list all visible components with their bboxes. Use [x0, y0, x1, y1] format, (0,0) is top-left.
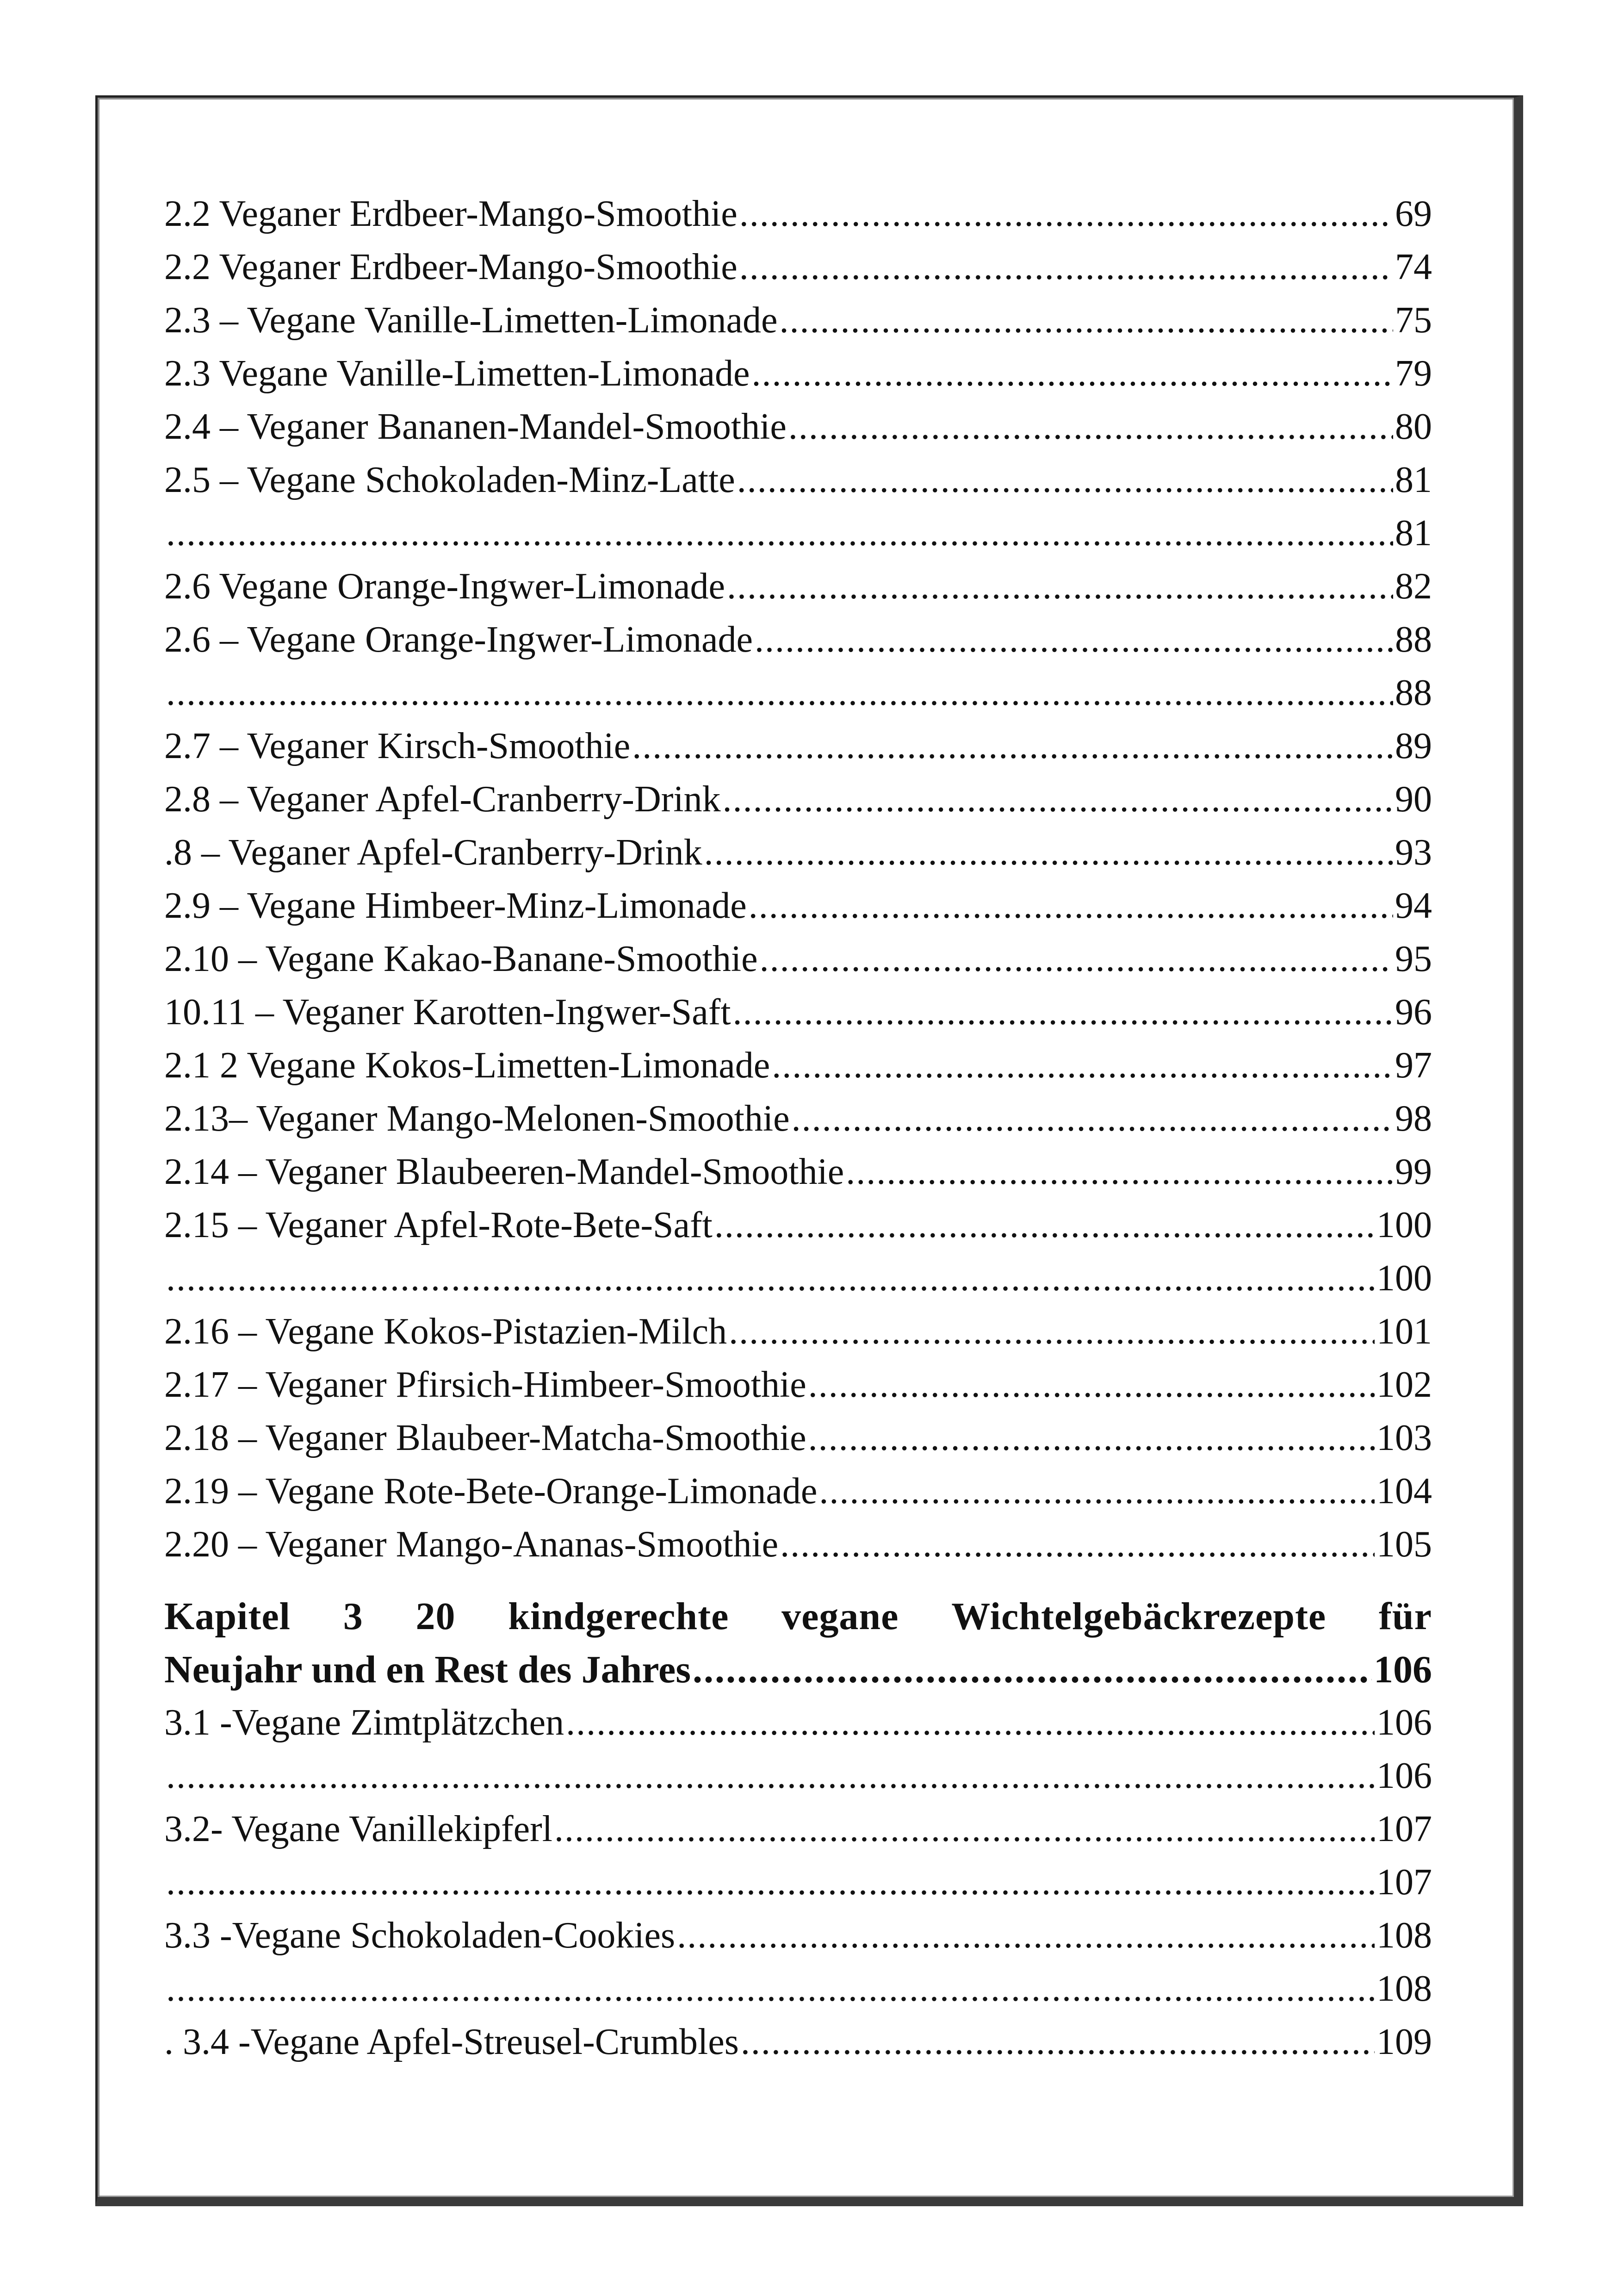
toc-entry[interactable] — [164, 294, 1432, 347]
toc-entry[interactable] — [164, 1465, 1432, 1518]
toc-entry-page: 97 — [1395, 1045, 1432, 1086]
toc-entry-page: 101 — [1376, 1311, 1432, 1352]
toc-entry-title: 2.2 Veganer Erdbeer-Mango-Smoothie — [164, 247, 738, 287]
toc-entry-title: 2.3 Vegane Vanille-Limetten-Limonade — [164, 353, 750, 394]
toc-entry-title: 2.3 – Vegane Vanille-Limetten-Limonade — [164, 300, 778, 341]
dot-leader — [714, 1199, 1375, 1252]
toc-entry-title: 3.2- Vegane Vanillekipferl — [164, 1809, 553, 1849]
dot-leader — [739, 187, 1393, 241]
toc-entry-title: 2.5 – Vegane Schokoladen-Minz-Latte — [164, 460, 735, 500]
toc-entry-page: 79 — [1395, 353, 1432, 394]
toc-entry-title: 2.16 – Vegane Kokos-Pistazien-Milch — [164, 1311, 727, 1352]
toc-entry-title: 3.1 -Vegane Zimtplätzchen — [164, 1702, 564, 1743]
chapter-heading-word: 3 — [343, 1595, 363, 1638]
dot-leader — [166, 507, 1393, 560]
toc-entry-title: 2.8 – Veganer Apfel-Cranberry-Drink — [164, 779, 721, 820]
toc-entry-page: 98 — [1395, 1098, 1432, 1139]
toc-entry[interactable] — [164, 1962, 1432, 2016]
toc-entry[interactable] — [164, 1749, 1432, 1803]
toc-section-chapter-3 — [164, 1696, 1432, 2069]
dot-leader — [632, 720, 1393, 773]
toc-entry-title: .8 – Veganer Apfel-Cranberry-Drink — [164, 832, 702, 873]
toc-entry[interactable] — [164, 1145, 1432, 1199]
toc-entry[interactable] — [164, 773, 1432, 826]
toc-entry-page: 80 — [1395, 406, 1432, 447]
toc-entry[interactable] — [164, 933, 1432, 986]
chapter-heading-line-1 — [164, 1590, 1432, 1643]
toc-entry[interactable] — [164, 560, 1432, 613]
toc-entry-title: 2.18 – Veganer Blaubeer-Matcha-Smoothie — [164, 1418, 806, 1458]
toc-entry-page: 69 — [1395, 193, 1432, 234]
dot-leader — [846, 1145, 1393, 1199]
toc-entry-title: 2.10 – Vegane Kakao-Banane-Smoothie — [164, 939, 758, 979]
toc-entry[interactable] — [164, 1358, 1432, 1412]
chapter-heading-page: 106 — [1374, 1648, 1432, 1691]
dot-leader — [733, 986, 1393, 1039]
dot-leader — [739, 241, 1393, 294]
toc-entry[interactable] — [164, 507, 1432, 560]
toc-entry-page: 94 — [1395, 885, 1432, 926]
chapter-heading-line-2 — [164, 1643, 1432, 1696]
toc-entry-page: 96 — [1395, 992, 1432, 1033]
dot-leader — [677, 1909, 1375, 1962]
toc-entry[interactable] — [164, 1252, 1432, 1305]
toc-entry-title: 2.1 2 Vegane Kokos-Limetten-Limonade — [164, 1045, 770, 1086]
dot-leader — [749, 879, 1393, 933]
dot-leader — [693, 1643, 1372, 1696]
toc-entry[interactable] — [164, 986, 1432, 1039]
dot-leader — [566, 1696, 1375, 1749]
toc-entry[interactable] — [164, 720, 1432, 773]
dot-leader — [792, 1092, 1393, 1145]
dot-leader — [780, 1518, 1375, 1571]
dot-leader — [166, 1962, 1375, 2016]
toc-entry-title: 2.14 – Veganer Blaubeeren-Mandel-Smoothie — [164, 1151, 844, 1192]
toc-entry-page: 88 — [1395, 672, 1432, 713]
dot-leader — [554, 1803, 1375, 1856]
chapter-heading-word: vegane — [781, 1595, 899, 1638]
toc-entry-page: 100 — [1376, 1205, 1432, 1245]
dot-leader — [166, 1856, 1375, 1909]
toc-entry-page: 82 — [1395, 566, 1432, 607]
toc-entry[interactable] — [164, 613, 1432, 666]
dot-leader — [755, 613, 1393, 666]
toc-entry[interactable] — [164, 454, 1432, 507]
toc-entry-page: 106 — [1376, 1755, 1432, 1796]
chapter-heading-word: 20 — [415, 1595, 456, 1638]
toc-entry-page: 109 — [1376, 2022, 1432, 2062]
toc-entry-title: 10.11 – Veganer Karotten-Ingwer-Saft — [164, 992, 731, 1033]
toc-entry-page: 103 — [1376, 1418, 1432, 1458]
dot-leader — [166, 1749, 1375, 1803]
toc-entry-page: 89 — [1395, 726, 1432, 766]
dot-leader — [780, 294, 1393, 347]
toc-entry[interactable] — [164, 241, 1432, 294]
dot-leader — [166, 1252, 1375, 1305]
dot-leader — [760, 933, 1393, 986]
toc-entry[interactable] — [164, 1696, 1432, 1749]
toc-entry[interactable] — [164, 1518, 1432, 1571]
dot-leader — [808, 1412, 1375, 1465]
toc-entry-page: 93 — [1395, 832, 1432, 873]
toc-entry-title: . 3.4 -Vegane Apfel-Streusel-Crumbles — [164, 2022, 739, 2062]
dot-leader — [737, 454, 1393, 507]
chapter-heading-word: Wichtelgebäckrezepte — [951, 1595, 1327, 1638]
dot-leader — [752, 347, 1393, 400]
toc-entry-page: 81 — [1395, 460, 1432, 500]
toc-entry[interactable] — [164, 1856, 1432, 1909]
toc-entry-page: 81 — [1395, 513, 1432, 554]
toc-entry[interactable] — [164, 1909, 1432, 1962]
toc-entry-page: 74 — [1395, 247, 1432, 287]
toc-entry-page: 104 — [1376, 1471, 1432, 1512]
dot-leader — [788, 400, 1393, 454]
dot-leader — [808, 1358, 1375, 1412]
toc-entry-title: 2.19 – Vegane Rote-Bete-Orange-Limonade — [164, 1471, 818, 1512]
dot-leader — [166, 666, 1393, 720]
dot-leader — [723, 773, 1393, 826]
toc-entry[interactable] — [164, 1412, 1432, 1465]
toc-entry[interactable] — [164, 1039, 1432, 1092]
dot-leader — [741, 2016, 1375, 2069]
toc-entry[interactable] — [164, 347, 1432, 400]
chapter-heading-title: Neujahr und en Rest des Jahres — [164, 1648, 691, 1691]
toc-entry-title: 3.3 -Vegane Schokoladen-Cookies — [164, 1915, 676, 1956]
toc-entry-title: 2.13– Veganer Mango-Melonen-Smoothie — [164, 1098, 790, 1139]
chapter-heading-word: für — [1378, 1595, 1432, 1638]
toc-entry[interactable] — [164, 1305, 1432, 1358]
toc-entry-title: 2.15 – Veganer Apfel-Rote-Bete-Saft — [164, 1205, 713, 1245]
dot-leader — [729, 1305, 1375, 1358]
toc-entry[interactable] — [164, 1199, 1432, 1252]
dot-leader — [772, 1039, 1393, 1092]
toc-entry[interactable] — [164, 1803, 1432, 1856]
toc-entry[interactable] — [164, 2016, 1432, 2069]
toc-entry[interactable] — [164, 1092, 1432, 1145]
toc-section-chapter-2 — [164, 187, 1432, 1571]
toc-entry-page: 88 — [1395, 619, 1432, 660]
table-of-contents — [164, 187, 1432, 2069]
toc-entry[interactable] — [164, 666, 1432, 720]
toc-entry-title: 2.6 – Vegane Orange-Ingwer-Limonade — [164, 619, 753, 660]
dot-leader — [704, 826, 1393, 879]
chapter-heading-word: Kapitel — [164, 1595, 291, 1638]
toc-entry-page: 108 — [1376, 1915, 1432, 1956]
toc-entry-title: 2.4 – Veganer Bananen-Mandel-Smoothie — [164, 406, 787, 447]
dot-leader — [727, 560, 1393, 613]
toc-entry-title: 2.17 – Veganer Pfirsich-Himbeer-Smoothie — [164, 1364, 806, 1405]
toc-entry-title: 2.9 – Vegane Himbeer-Minz-Limonade — [164, 885, 747, 926]
toc-entry-title: 2.2 Veganer Erdbeer-Mango-Smoothie — [164, 193, 738, 234]
toc-entry-page: 102 — [1376, 1364, 1432, 1405]
chapter-heading[interactable] — [164, 1590, 1432, 1696]
toc-entry[interactable] — [164, 187, 1432, 241]
chapter-heading-word: kindgerechte — [508, 1595, 729, 1638]
toc-entry-page: 100 — [1376, 1258, 1432, 1299]
toc-entry-page: 107 — [1376, 1809, 1432, 1849]
toc-entry-page: 99 — [1395, 1151, 1432, 1192]
toc-entry-page: 105 — [1376, 1524, 1432, 1565]
dot-leader — [819, 1465, 1375, 1518]
toc-entry-title: 2.6 Vegane Orange-Ingwer-Limonade — [164, 566, 725, 607]
toc-entry-page: 108 — [1376, 1968, 1432, 2009]
toc-entry-title: 2.20 – Veganer Mango-Ananas-Smoothie — [164, 1524, 779, 1565]
toc-entry[interactable] — [164, 400, 1432, 454]
toc-entry-title: 2.7 – Veganer Kirsch-Smoothie — [164, 726, 631, 766]
toc-entry-page: 95 — [1395, 939, 1432, 979]
toc-entry-page: 90 — [1395, 779, 1432, 820]
toc-entry[interactable] — [164, 879, 1432, 933]
toc-entry[interactable] — [164, 826, 1432, 879]
toc-entry-page: 75 — [1395, 300, 1432, 341]
toc-entry-page: 107 — [1376, 1862, 1432, 1903]
toc-entry-page: 106 — [1376, 1702, 1432, 1743]
